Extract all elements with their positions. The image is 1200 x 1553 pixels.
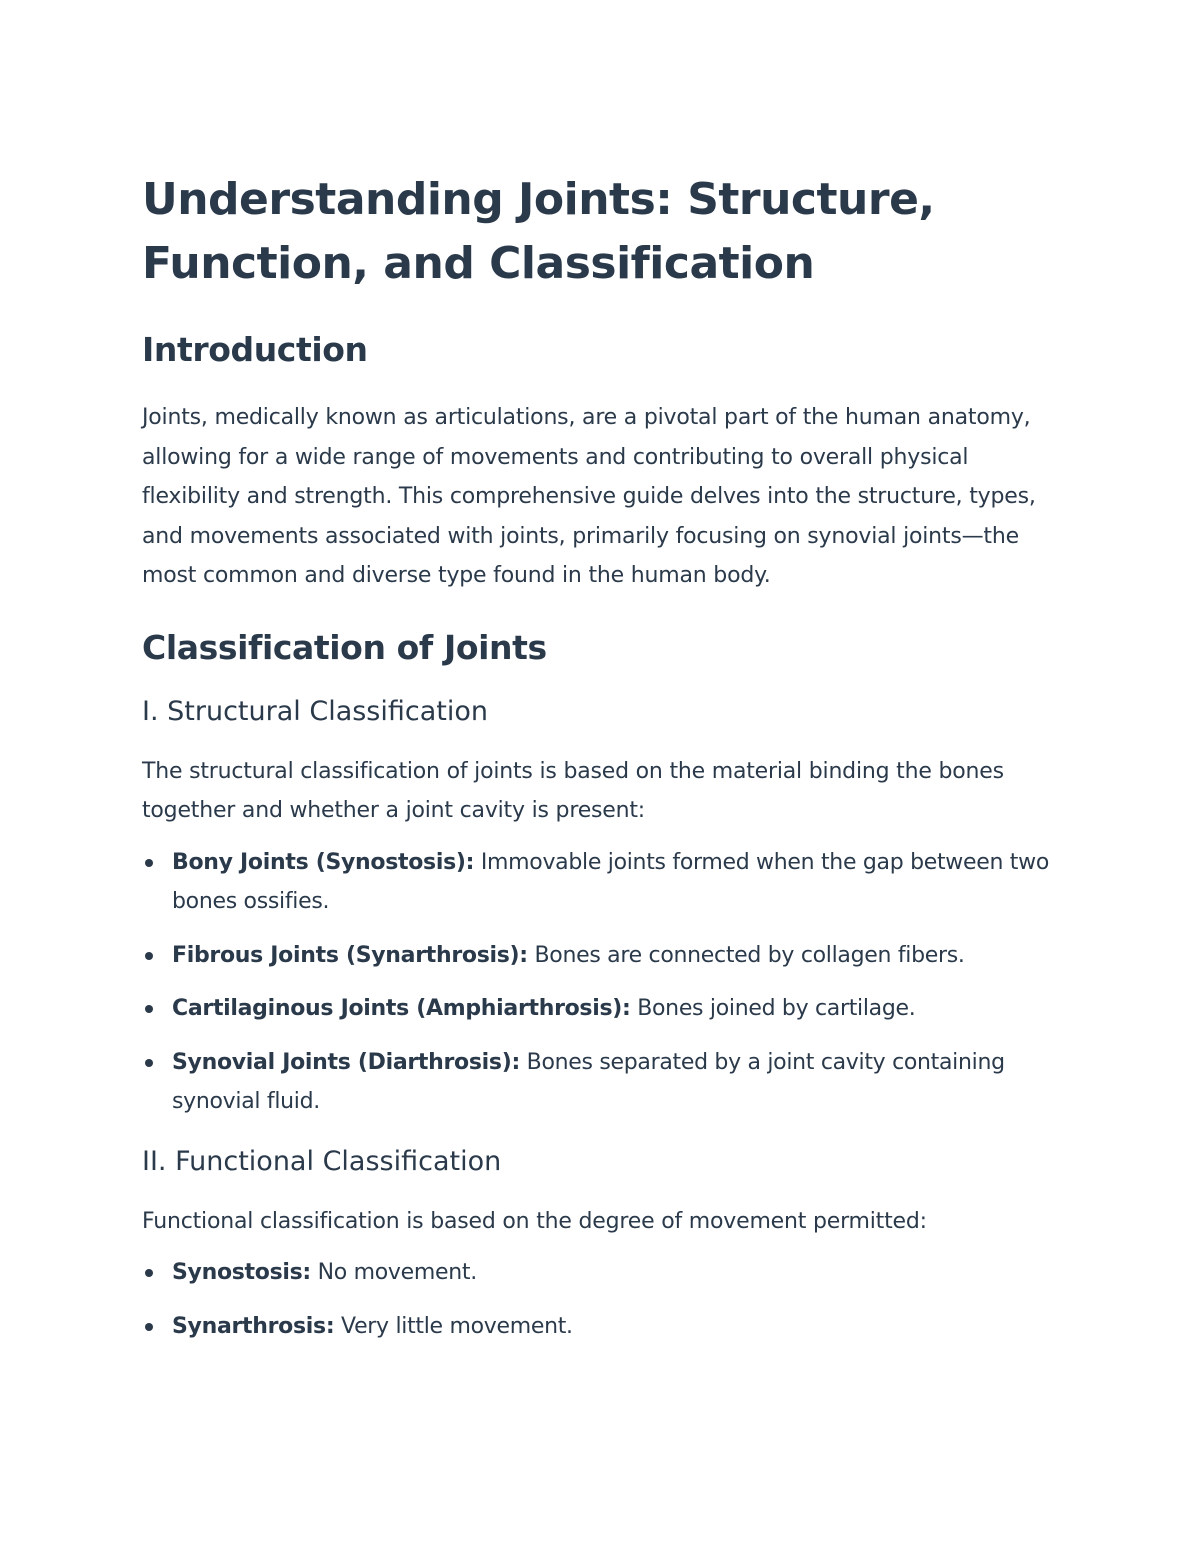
list-item-term: Bony Joints (Synostosis): [172, 849, 475, 875]
structural-classification-paragraph: The structural classification of joints is based on the material binding the bones together and whether a joint cavity is present: [142, 758, 1004, 823]
functional-classification-paragraph: Functional classification is based on the degree of movement permitted: [142, 1208, 927, 1234]
introduction-heading: Introduction [142, 330, 368, 369]
list-item [142, 1307, 1060, 1347]
list-item-term: Synarthrosis: [172, 1313, 335, 1339]
list-item [142, 843, 1060, 922]
list-item-text: Very little movement. [334, 1313, 573, 1339]
bullet-icon [145, 952, 153, 960]
list-item-term: Cartilaginous Joints (Amphiarthrosis): [172, 996, 631, 1021]
bullet-icon [145, 1269, 153, 1277]
list-item-term: Fibrous Joints (Synarthrosis): [172, 942, 528, 968]
list-item-term: Synostosis: [172, 1260, 311, 1285]
functional-classification-heading: II. Functional Classification [142, 1145, 502, 1177]
list-item-text: Immovable joints formed when the gap between two bones ossifies. [172, 849, 1049, 914]
structural-classification-list [142, 843, 1060, 1122]
bullet-icon [145, 1005, 153, 1013]
list-item-term: Synovial Joints (Diarthrosis): [172, 1049, 520, 1075]
list-item-text: No movement. [310, 1260, 477, 1285]
functional-classification-list [142, 1253, 1060, 1346]
introduction-paragraph: Joints, medically known as articulations, are a pivotal part of the human anatomy, allowing for a wide range of movements and contributing to overall physical flexibility and strength. This comprehensive guide delves into the structure, types, and movements associated with joints, primarily focusing on synovial joints—the most common and diverse type found in the human body. [142, 405, 1036, 588]
list-item [142, 1253, 1060, 1293]
list-item [142, 936, 1060, 976]
list-item-text: Bones separated by a joint cavity containing synovial fluid. [172, 1049, 1005, 1114]
list-item-text: Bones are connected by collagen fibers. [527, 942, 965, 968]
document-title: Understanding Joints: Structure, Function, and Classification [142, 174, 935, 289]
bullet-icon [145, 1059, 153, 1067]
list-item [142, 989, 1060, 1029]
structural-classification-heading: I. Structural Classification [142, 695, 488, 727]
list-item [142, 1043, 1060, 1122]
classification-heading: Classification of Joints [142, 627, 547, 667]
bullet-icon [145, 859, 153, 867]
bullet-icon [145, 1323, 153, 1331]
list-item-text: Bones joined by cartilage. [630, 996, 916, 1021]
